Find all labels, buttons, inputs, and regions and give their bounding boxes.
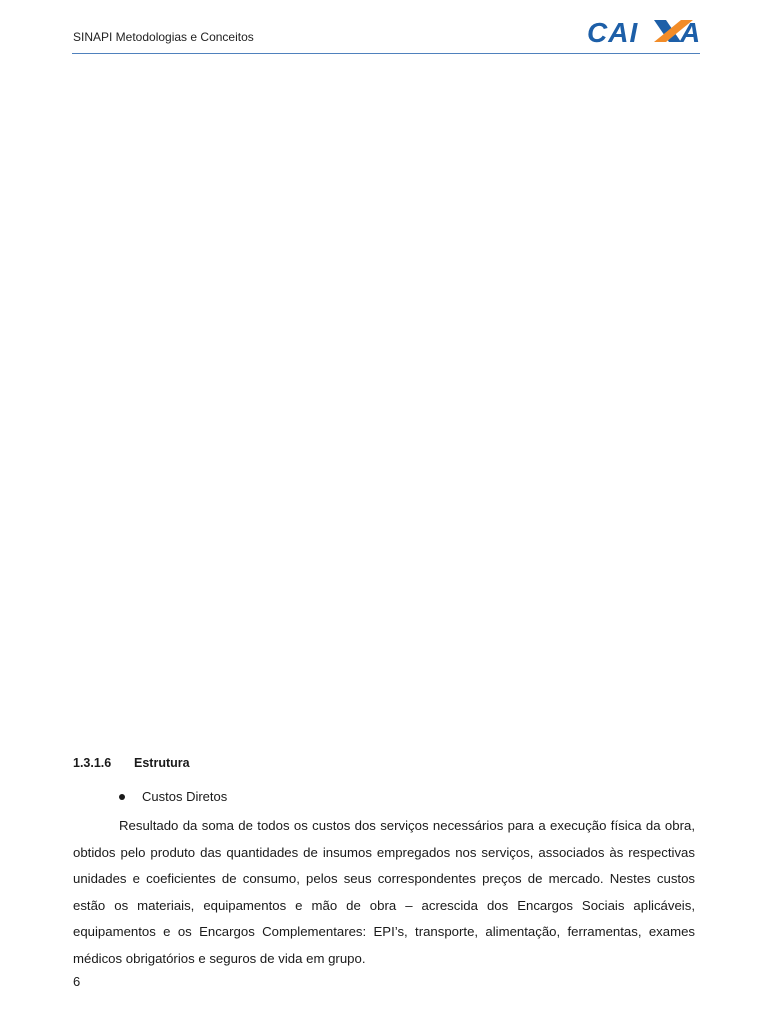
caixa-logo [586,16,701,48]
body-paragraph: Resultado da soma de todos os custos dos serviços necessários para a execução física da obra, obtidos pelo produto das quantidades de insumos empregados nos serviços, associados às respectivas unidades e coeficientes de consumo, pelos seus correspondentes preços de mercado. Nestes custos estão os materiais, equipamentos e mão de obra – acrescida dos Encargos Sociais aplicáveis, equipamentos e os Encargos Complementares: EPI’s, transporte, alimentação, ferramentas, exames médicos obrigatórios e seguros de vida em grupo. [73,818,695,966]
page-number: 6 [73,974,81,989]
bullet-icon [119,794,125,800]
svg-text:CAI: CAI [587,17,639,48]
header-divider [72,53,700,54]
document-header-title: SINAPI Metodologias e Conceitos [73,30,254,44]
section-title: Estrutura [134,756,190,770]
bullet-label: Custos Diretos [142,789,228,804]
section-number: 1.3.1.6 [73,756,112,770]
svg-text:A: A [680,17,701,48]
bullet-list-item [119,789,227,804]
section-heading [73,756,190,770]
